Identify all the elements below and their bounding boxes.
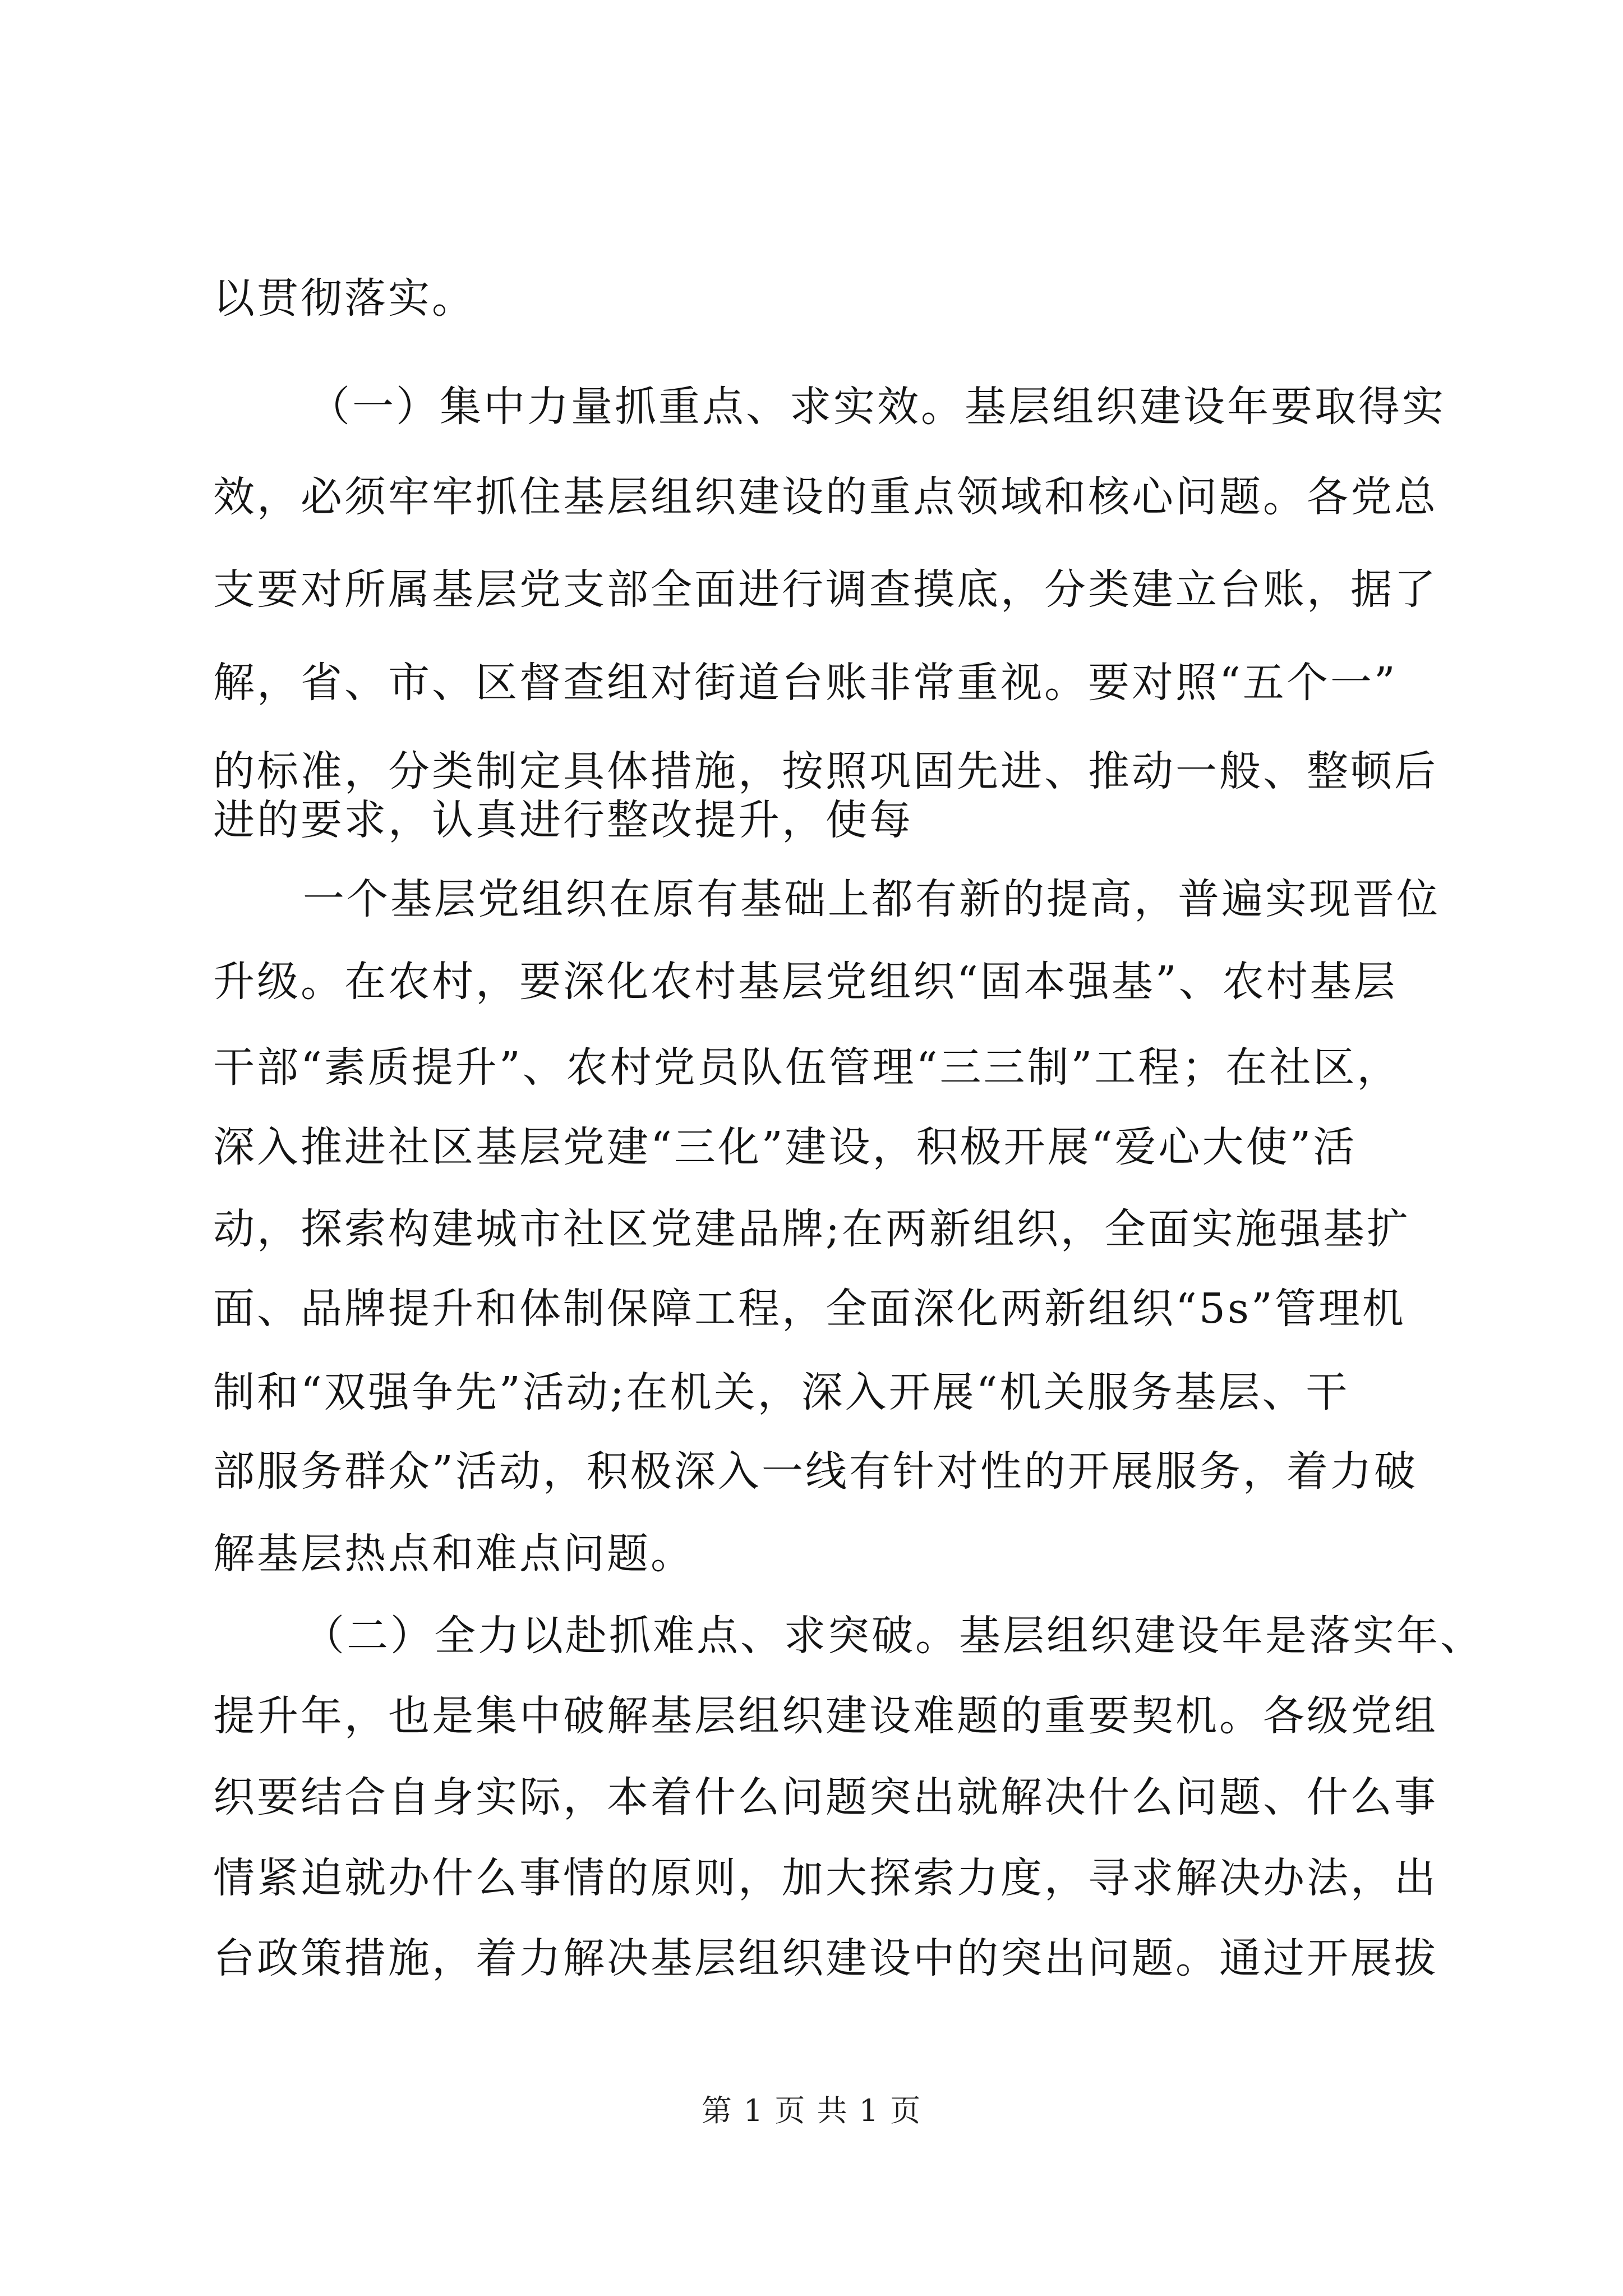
text-line: 以贯彻落实。 — [213, 274, 476, 323]
text-line: 进的要求，认真进行整改提升，使每 — [213, 796, 913, 844]
text-line: 升级。在农村，要深化农村基层党组织“固本强基”、农村基层 — [213, 958, 1398, 1006]
text-line: 的标准，分类制定具体措施，按照巩固先进、推动一般、整顿后 — [213, 747, 1438, 795]
text-line: 解基层热点和难点问题。 — [213, 1530, 694, 1578]
text-line: 深入推进社区基层党建“三化”建设，积极开展“爱心大使”活 — [213, 1123, 1357, 1171]
text-line: 台政策措施，着力解决基层组织建设中的突出问题。通过开展拔 — [213, 1934, 1438, 1982]
text-line: 干部“素质提升”、农村党员队伍管理“三三制”工程；在社区， — [213, 1043, 1401, 1092]
page-footer: 第 1 页 共 1 页 — [701, 2093, 922, 2128]
text-line: （一）集中力量抓重点、求实效。基层组织建设年要取得实 — [308, 383, 1446, 431]
text-line: 制和“双强争先”活动;在机关，深入开展“机关服务基层、干 — [213, 1368, 1350, 1416]
text-line: 动，探索构建城市社区党建品牌;在两新组织，全面实施强基扩 — [213, 1205, 1410, 1253]
text-line: 织要结合自身实际，本着什么问题突出就解决什么问题、什么事 — [213, 1773, 1438, 1821]
text-line: 解，省、市、区督查组对街道台账非常重视。要对照“五个一” — [213, 659, 1398, 707]
text-line: 情紧迫就办什么事情的原则，加大探索力度，寻求解决办法，出 — [213, 1854, 1438, 1902]
text-line: 部服务群众”活动，积极深入一线有针对性的开展服务，着力破 — [213, 1447, 1418, 1496]
text-line: （二）全力以赴抓难点、求突破。基层组织建设年是落实年、 — [303, 1612, 1484, 1660]
text-line: 面、品牌提升和体制保障工程，全面深化两新组织“5s”管理机 — [213, 1285, 1406, 1333]
text-line: 提升年，也是集中破解基层组织建设难题的重要契机。各级党组 — [213, 1692, 1438, 1740]
text-line: 效，必须牢牢抓住基层组织建设的重点领域和核心问题。各党总 — [213, 473, 1438, 521]
text-line: 一个基层党组织在原有基础上都有新的提高，普遍实现晋位 — [303, 875, 1440, 923]
text-line: 支要对所属基层党支部全面进行调查摸底，分类建立台账，据了 — [213, 565, 1438, 614]
